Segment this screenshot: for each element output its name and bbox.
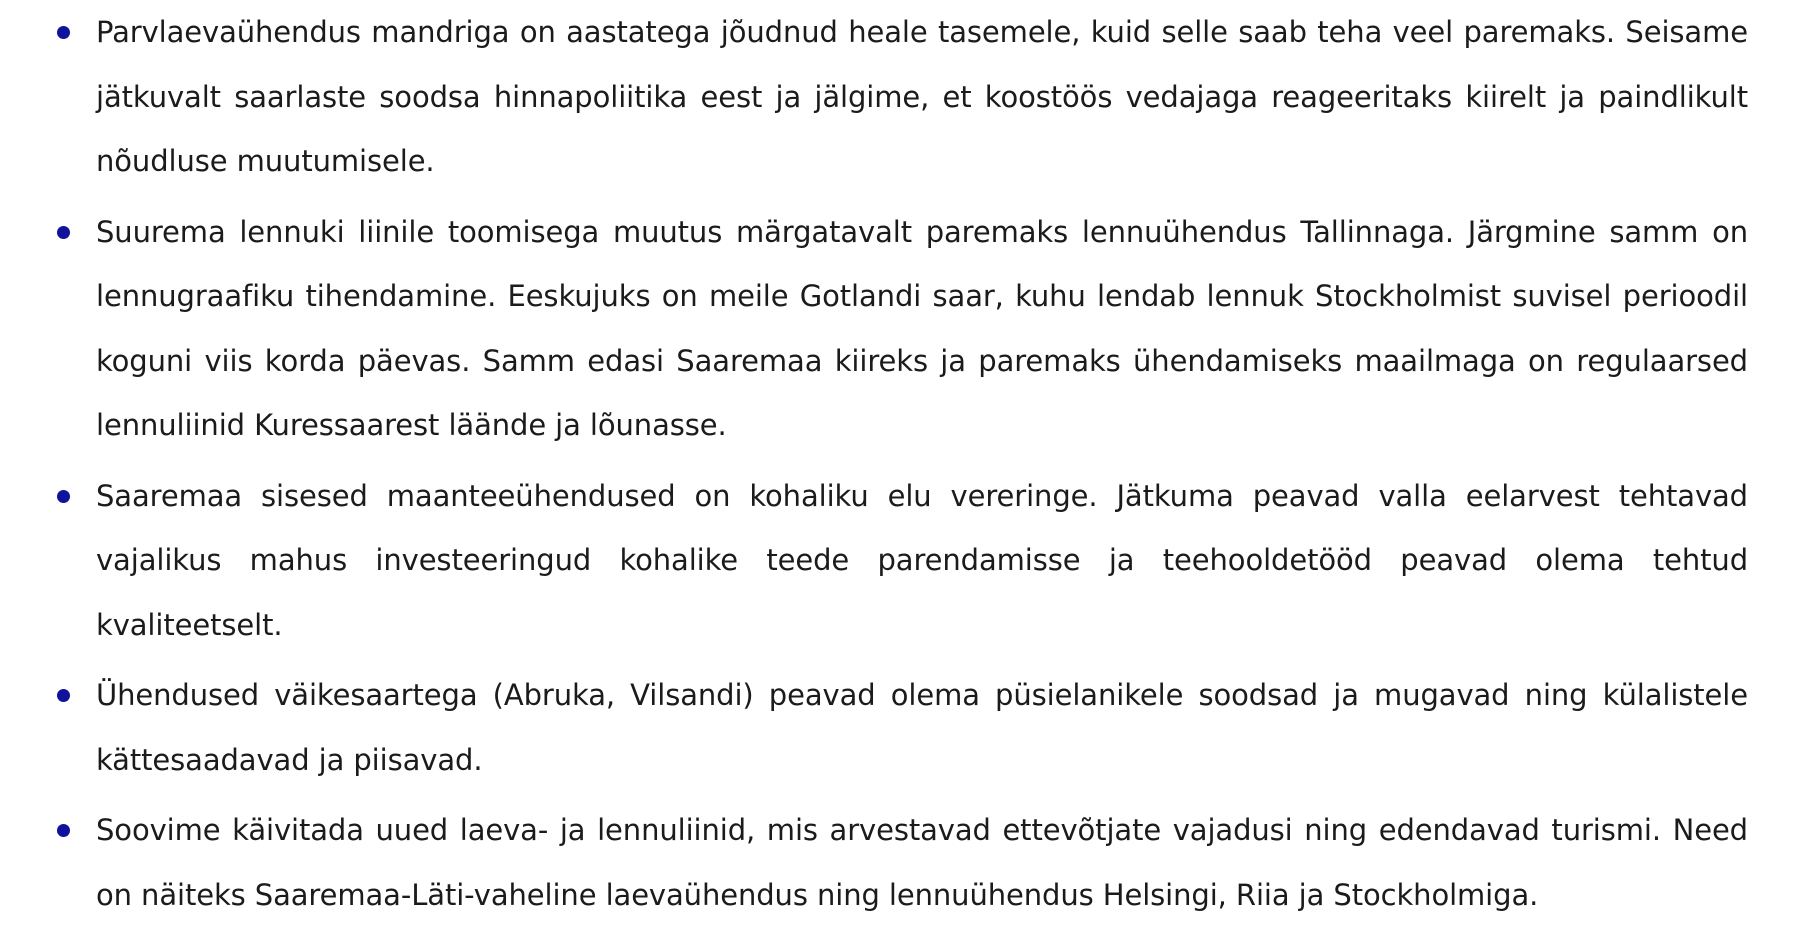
- list-item-text: Saaremaa sisesed maanteeühendused on kohaliku elu vereringe. Jätkuma peavad valla eelarvest tehtavad vajalikus mahus investeeringud kohalike teede parendamisse ja teehooldetööd peavad olema tehtud kvaliteetselt.: [96, 478, 1748, 642]
- list-item: [0, 200, 1748, 458]
- list-item: [0, 663, 1748, 792]
- bullet-dot-icon: [57, 490, 70, 503]
- bullet-dot-icon: [57, 824, 70, 837]
- list-item: [0, 798, 1748, 927]
- bullet-dot-icon: [57, 226, 70, 239]
- bullet-dot-icon: [57, 26, 70, 39]
- list-item-text: Ühendused väikesaartega (Abruka, Vilsandi) peavad olema püsielanikele soodsad ja mugavad ning külalistele kättesaadavad ja piisavad.: [96, 678, 1748, 777]
- list-item-text: Suurema lennuki liinile toomisega muutus märgatavalt paremaks lennuühendus Tallinnaga. Järgmine samm on lennugraafiku tihendamine. Eeskujuks on meile Gotlandi saar, kuhu lendab lennuk Stockholmist suvisel perioodil koguni viis korda päevas. Samm edasi Saaremaa kiireks ja paremaks ühendamiseks maailmaga on regulaarsed lennuliinid Kuressaarest läände ja lõunasse.: [96, 214, 1748, 442]
- list-item-text: Soovime käivitada uued laeva- ja lennuliinid, mis arvestavad ettevõtjate vajadusi ning edendavad turismi. Need on näiteks Saaremaa-Läti-vaheline laevaühendus ning lennuühendus Helsingi, Riia ja Stockholmiga.: [96, 813, 1748, 912]
- list-item: [0, 464, 1748, 658]
- bullet-dot-icon: [57, 689, 70, 702]
- list-item: [0, 0, 1748, 194]
- list-item-text: Parvlaevaühendus mandriga on aastatega jõudnud heale tasemele, kuid selle saab teha veel paremaks. Seisame jätkuvalt saarlaste soodsa hinnapoliitika eest ja jälgime, et koostöös vedajaga reageeritaks kiirelt ja paindlikult nõudluse muutumisele.: [96, 15, 1748, 178]
